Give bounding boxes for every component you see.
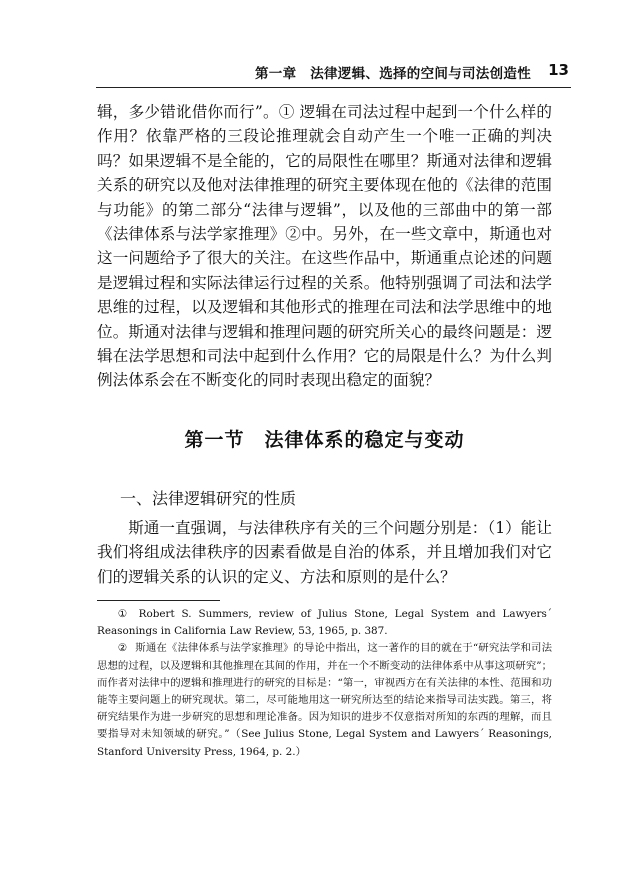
main-text-2 bbox=[97, 516, 552, 589]
footnote-1-text: Robert S. Summers, review of Julius Stone, Legal System and Lawyers´ Reasonings in California Law Review, 53, 1965, p. 387. bbox=[97, 608, 552, 638]
running-header bbox=[0, 62, 619, 84]
main-text bbox=[97, 100, 552, 393]
paragraph-2: 斯通一直强调，与法律秩序有关的三个问题分别是：（1）能让我们将组成法律秩序的因素看做是自治的体系，并且增加我们对它们的逻辑关系的认识的定义、方法和原则的是什么？ bbox=[97, 519, 552, 586]
footnote-1 bbox=[97, 606, 552, 640]
footnote-2-text: 斯通在《法律体系与法学家推理》的导论中指出，这一著作的目的就在于“研究法学和司法思想的过程，以及逻辑和其他推理在其间的作用，并在一个不断变动的法律体系中从事这项研究”；而作者对法律中的逻辑和推理进行的研究的目标是：“第一，审视西方在有关法律的本性、范围和功能等主要问题上的研究现状。第二，尽可能地用这一研究所达至的结论来指导司法实践。第三，将研究结果作为进一步研究的思想和理论准备。因为知识的进步不仅意指对所知的东西的理解，而且要指导对未知领域的研究。”（See Julius Stone, Legal System and Lawyers´ Reasonings, Stanford University Press, 1964, p. 2.） bbox=[97, 642, 552, 758]
subsection-title: 一、法律逻辑研究的性质 bbox=[120, 489, 297, 508]
header-rule bbox=[96, 87, 571, 88]
section-title: 第一节 法律体系的稳定与变动 bbox=[184, 429, 465, 451]
page-number: 13 bbox=[548, 61, 569, 79]
footnote-1-mark: ① bbox=[117, 608, 131, 620]
footnote-2 bbox=[97, 640, 552, 760]
footnotes bbox=[97, 606, 552, 761]
paragraph-1: 辑，多少错讹借你而行”。① 逻辑在司法过程中起到一个什么样的作用？依靠严格的三段论推理就会自动产生一个唯一正确的判决吗？如果逻辑不是全能的，它的局限性在哪里？斯通对法律和逻辑关系的研究以及他对法律推理的研究主要体现在他的《法律的范围与功能》的第二部分“法律与逻辑”，以及他的三部曲中的第一部《法律体系与法学家推理》②中。另外，在一些文章中，斯通也对这一问题给予了很大的关注。在这些作品中，斯通重点论述的问题是逻辑过程和实际法律运行过程的关系。他特别强调了司法和法学思维的过程，以及逻辑和其他形式的推理在司法和法学思维中的地位。斯通对法律与逻辑和推理问题的研究所关心的最终问题是：逻辑在法学思想和司法中起到什么作用？它的局限是什么？为什么判例法体系会在不断变化的同时表现出稳定的面貌？ bbox=[97, 103, 552, 390]
chapter-title: 第一章 法律逻辑、选择的空间与司法创造性 bbox=[255, 66, 531, 82]
footnote-rule bbox=[97, 600, 220, 601]
footnote-2-mark: ② bbox=[117, 642, 128, 655]
